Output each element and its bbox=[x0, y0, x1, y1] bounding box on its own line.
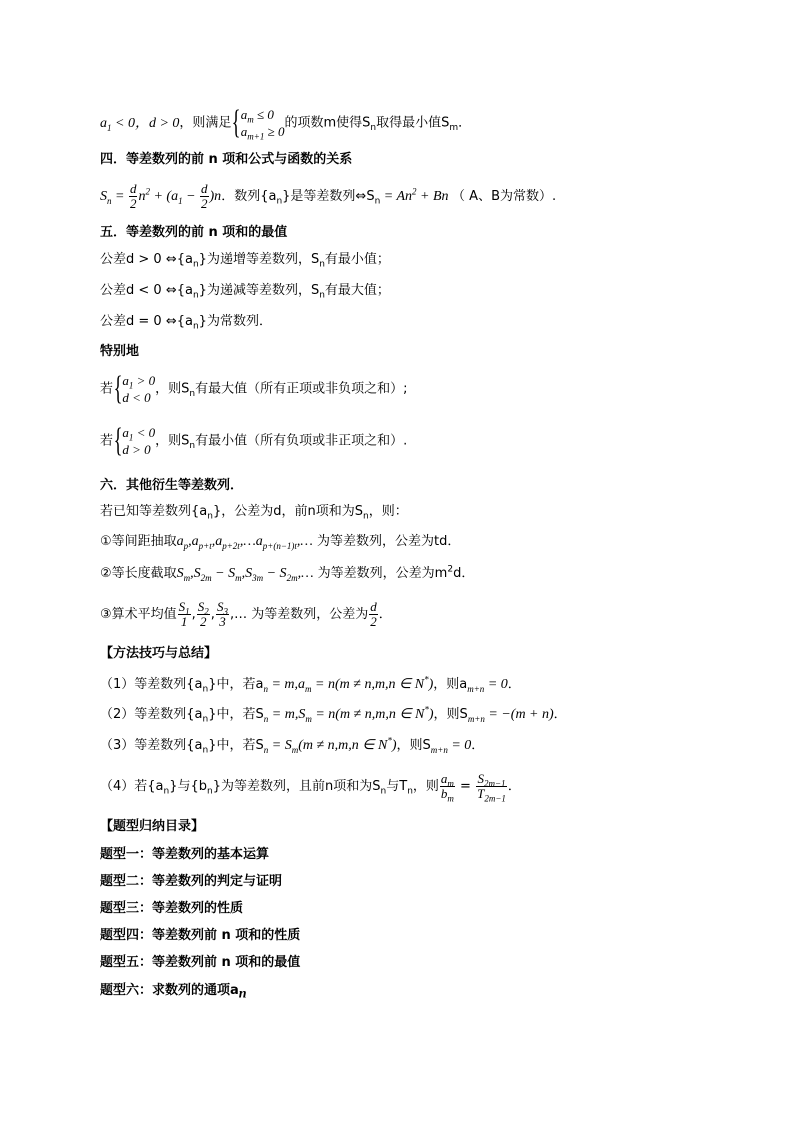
special-case-2: 若{ $a_1 < 0$ d > 0 ，则$S_n$有最小值（所有负项或非正项之和）. bbox=[100, 422, 408, 459]
case1-system: $a_1 > 0$ d < 0 bbox=[122, 373, 156, 405]
text-m4e: ，则 bbox=[412, 779, 439, 794]
condition-system: $a_m \le 0$ $a_{m+1} \ge 0$ bbox=[240, 107, 285, 142]
text-m2: （2）等差数列{a bbox=[100, 707, 203, 722]
text-then-s: ，则S bbox=[155, 381, 190, 397]
text-has-min: 有最小值； bbox=[324, 252, 390, 267]
brace-icon: { bbox=[232, 104, 242, 141]
sum-formula-line: $S_n$ = $\frac{d}{2}$ $n^2 + (a_1$ − $\frac{d}{2}$ )n．数列$\{a_n\}$是等差数列$\Leftrightarrow S_n = An^2 + Bn$ （ A、B为常数）. bbox=[100, 181, 557, 211]
text-d-neg-tail: }为递减等差数列，S bbox=[198, 283, 320, 298]
text-then: ，则： bbox=[368, 504, 408, 519]
method-1: （1）等差数列$\{a_n\}$中，若$a_n = m,a_m = n(m \ne n,m,n$ ∈ N*)，则$a_{m+n} = 0$． bbox=[100, 674, 521, 695]
text-d-neg: 公差d < 0 ⇔{a bbox=[100, 283, 193, 298]
text-item1-b: 为等差数列，公差为td． bbox=[317, 534, 461, 549]
special-case-1: 若{ $a_1 > 0$ d < 0 ，则$S_n$有最大值（所有正项或非负项之和）; bbox=[100, 370, 408, 407]
text-m4d: 与T bbox=[386, 779, 408, 794]
text-m3b: }中，若S bbox=[208, 738, 264, 753]
heading-5: 五．等差数列的前 n 项和的最值 bbox=[100, 225, 288, 240]
text-known: 若已知等差数列{a bbox=[100, 504, 208, 519]
method-heading: 【方法技巧与总结】 bbox=[100, 646, 218, 661]
text-m1c: ，则a bbox=[433, 677, 468, 692]
category-5: 题型五：等差数列前 n 项和的最值 bbox=[100, 955, 301, 970]
text-m4c: }为等差数列，且前n项和为S bbox=[212, 779, 381, 794]
category-1: 题型一：等差数列的基本运算 bbox=[100, 847, 270, 862]
text-if-1: 若 bbox=[100, 381, 114, 397]
brace-icon: { bbox=[113, 370, 123, 407]
text-m1: （1）等差数列{a bbox=[100, 677, 203, 692]
text-if-2: 若 bbox=[100, 433, 114, 449]
text-then-satisfy: ，则满足 bbox=[179, 115, 232, 131]
text-then-s-2: ，则S bbox=[155, 433, 190, 449]
text-m2b: }中，若S bbox=[208, 707, 264, 722]
text-item2-c: d． bbox=[453, 566, 475, 581]
method-4: （4）若$\{a_n\}$与$\{b_n\}$为等差数列，且前n项和为$S_n$与$T_n$，则 $\frac{a_m}{b_m}$ = $\frac{S_{2m-1}}{T_{2m-1}}$ ． bbox=[100, 771, 521, 804]
text-m4: （4）若{a bbox=[100, 779, 164, 794]
category-4: 题型四：等差数列前 n 项和的性质 bbox=[100, 928, 301, 943]
d-zero-line: 公差d = 0 $\Leftrightarrow\{a_n\}$为常数列． bbox=[100, 314, 272, 332]
brace-icon: { bbox=[113, 422, 123, 459]
text-ab-const: （ A、B为常数）. bbox=[452, 189, 557, 204]
text-item1-a: ①等间距抽取 bbox=[100, 534, 177, 549]
category-6-text: 题型六：求数列的通项a bbox=[100, 983, 239, 998]
text-m4b: }与{b bbox=[169, 779, 208, 794]
text-is-arith: }是等差数列⇔S bbox=[282, 189, 375, 204]
text-d-zero: 公差d = 0 ⇔{a bbox=[100, 314, 193, 329]
text-m3c: ，则S bbox=[396, 738, 431, 753]
known-line: 若已知等差数列$\{a_n\}$，公差为d，前n项和为$S_n$，则： bbox=[100, 504, 408, 522]
text-d-pos-tail: }为递增等差数列，S bbox=[198, 252, 320, 267]
text-common-d: }，公差为d，前n项和为S bbox=[212, 504, 363, 519]
text-max: 有最大值（所有正项或非负项之和）; bbox=[195, 381, 408, 397]
item-2: ②等长度截取$S_m,S_{2m} - S_m,S_{3m}$ − $S_{2m},\dots$ 为等差数列，公差为$m^2d$． bbox=[100, 564, 475, 583]
method-3: （3）等差数列$\{a_n\}$中，若$S_n = S_m(m \ne n,m,n$ ∈ N*)，则$S_{m+n} = 0$． bbox=[100, 735, 485, 756]
text-item3-a: ③算术平均值 bbox=[100, 607, 177, 622]
category-2: 题型二：等差数列的判定与证明 bbox=[100, 874, 283, 889]
text-item2-a: ②等长度截取 bbox=[100, 566, 177, 581]
d-negative-line: 公差d < 0 $\Leftrightarrow\{a_n\}$为递减等差数列，$S_n$有最大值； bbox=[100, 283, 390, 301]
text-item2-b: 为等差数列，公差为m bbox=[317, 566, 448, 581]
method-2: （2）等差数列$\{a_n\}$中，若$S_n = m,S_m = n(m \ne n,m,n$ ∈ N*)，则$S_{m+n} = -(m + n)$． bbox=[100, 704, 567, 725]
text-d-pos: 公差d > 0 ⇔{a bbox=[100, 252, 193, 267]
text-d-zero-tail: }为常数列． bbox=[198, 314, 272, 329]
text-has-max: 有最大值； bbox=[324, 283, 390, 298]
heading-4: 四．等差数列的前 n 项和公式与函数的关系 bbox=[100, 152, 353, 167]
item-1: ①等间距抽取$a_p,a_{p+t},a_{p+2t},\dots a_{p+(n-1)t},\dots$ 为等差数列，公差为td． bbox=[100, 534, 461, 551]
text-get-min: 取得最小值S bbox=[376, 115, 450, 131]
heading-6: 六．其他衍生等差数列． bbox=[100, 478, 244, 493]
category-6: 题型六：求数列的通项$a_n$ bbox=[100, 983, 247, 1002]
item-3: ③算术平均值 $\frac{S_1}{1}$ , $\frac{S_2}{2}$ , $\frac{S_3}{3}$ ,… 为等差数列，公差为 $\frac{d}{2}$ ． bbox=[100, 599, 392, 629]
text-min: 有最小值（所有负项或非正项之和）. bbox=[195, 433, 408, 449]
category-3: 题型三：等差数列的性质 bbox=[100, 901, 244, 916]
text-m2c: ，则S bbox=[433, 707, 468, 722]
text-make-sm-min: 的项数m使得S bbox=[284, 115, 371, 131]
text-m3: （3）等差数列{a bbox=[100, 738, 203, 753]
case2-system: $a_1 < 0$ d > 0 bbox=[122, 425, 156, 457]
text-item3-b: 为等差数列，公差为 bbox=[251, 607, 369, 622]
category-heading: 【题型归纳目录】 bbox=[100, 819, 205, 834]
min-condition-line: $a_1 < 0$，d > 0，则满足{ $a_m \le 0$ $a_{m+1} \ge 0$ 的项数m使得$S_n$取得最小值$S_m$． bbox=[100, 104, 472, 142]
text-m1b: }中，若a bbox=[208, 677, 264, 692]
text-seq-an: ．数列{a bbox=[221, 189, 277, 204]
special-heading: 特别地 bbox=[100, 344, 140, 359]
d-positive-line: 公差d > 0 $\Leftrightarrow\{a_n\}$为递增等差数列，$S_n$有最小值； bbox=[100, 252, 390, 270]
